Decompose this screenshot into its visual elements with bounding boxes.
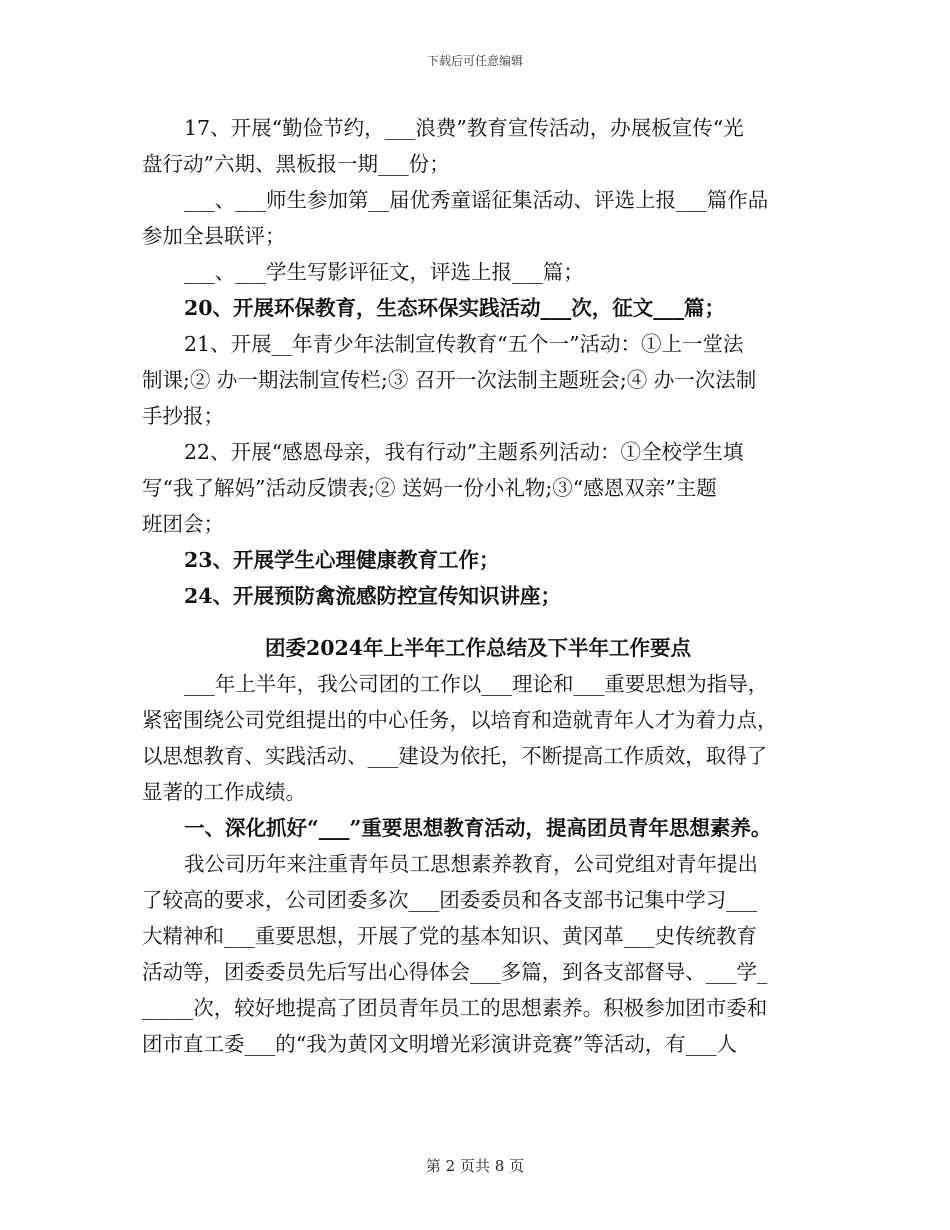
paragraph-24: 24、开展预防禽流感防控宣传知识讲座； [184,584,562,608]
intro-line-1: ___年上半年，我公司团的工作以___理论和___重要思想为指导， [184,672,769,696]
body-line-4: 活动等，团委委员先后写出心得体会___多篇，到各支部督导、___学_ [142,960,768,984]
paragraph-21-line-1: 21、开展__年青少年法制宣传教育“五个一”活动：①上一堂法 [184,332,744,356]
paragraph-18-line-2: 参加全县联评； [142,224,286,248]
paragraph-19-line-1: ___、___学生写影评征文，评选上报___篇； [184,260,584,284]
paragraph-20: 20、开展环保教育，生态环保实践活动___次，征文___篇； [184,296,726,320]
paragraph-22-line-1: 22、开展“感恩母亲，我有行动”主题系列活动：①全校学生填 [184,440,744,464]
paragraph-21-line-3: 手抄报； [142,404,224,428]
page-footer: 第 2 页共 8 页 [425,1157,525,1175]
body-line-2: 了较高的要求，公司团委多次___团委委员和各支部书记集中学习___ [142,888,757,912]
paragraph-17-line-1: 17、开展“勤俭节约，___浪费”教育宣传活动，办展板宣传“光 [184,116,744,140]
subheading-1: 一、深化抓好“___”重要思想教育活动，提高团员青年思想素养。 [184,816,772,840]
paragraph-17-line-2: 盘行动”六期、黑板报一期___份； [142,152,450,176]
body-line-5: _____次，较好地提高了团员青年员工的思想素养。积极参加团市委和 [142,996,768,1020]
paragraph-22-line-2: 写“我了解妈”活动反馈表;② 送妈一份小礼物;③“感恩双亲”主题 [142,476,717,500]
intro-line-4: 显著的工作成绩。 [142,780,306,804]
paragraph-18-line-1: ___、___师生参加第__届优秀童谣征集活动、评选上报___篇作品 [184,188,769,212]
body-line-1: 我公司历年来注重青年员工思想素养教育，公司党组对青年提出 [184,852,758,876]
document-body [142,110,814,1062]
paragraph-23: 23、开展学生心理健康教育工作； [184,548,500,572]
page-header: 下载后可任意编辑 [426,54,523,68]
paragraph-21-line-2: 制课;② 办一期法制宣传栏;③ 召开一次法制主题班会;④ 办一次法制 [142,368,757,392]
paragraph-22-line-3: 班团会； [142,512,224,536]
section-title: 团委2024年上半年工作总结及下半年工作要点 [264,636,692,660]
intro-line-2: 紧密围绕公司党组提出的中心任务，以培育和造就青年人才为着力点， [142,708,778,732]
body-line-3: 大精神和___重要思想，开展了党的基本知识、黄冈革___史传统教育 [142,924,757,948]
body-line-6: 团市直工委___的“我为黄冈文明增光彩演讲竞赛”等活动，有___人 [142,1032,737,1056]
intro-line-3: 以思想教育、实践活动、___建设为依托，不断提高工作质效，取得了 [142,744,768,768]
